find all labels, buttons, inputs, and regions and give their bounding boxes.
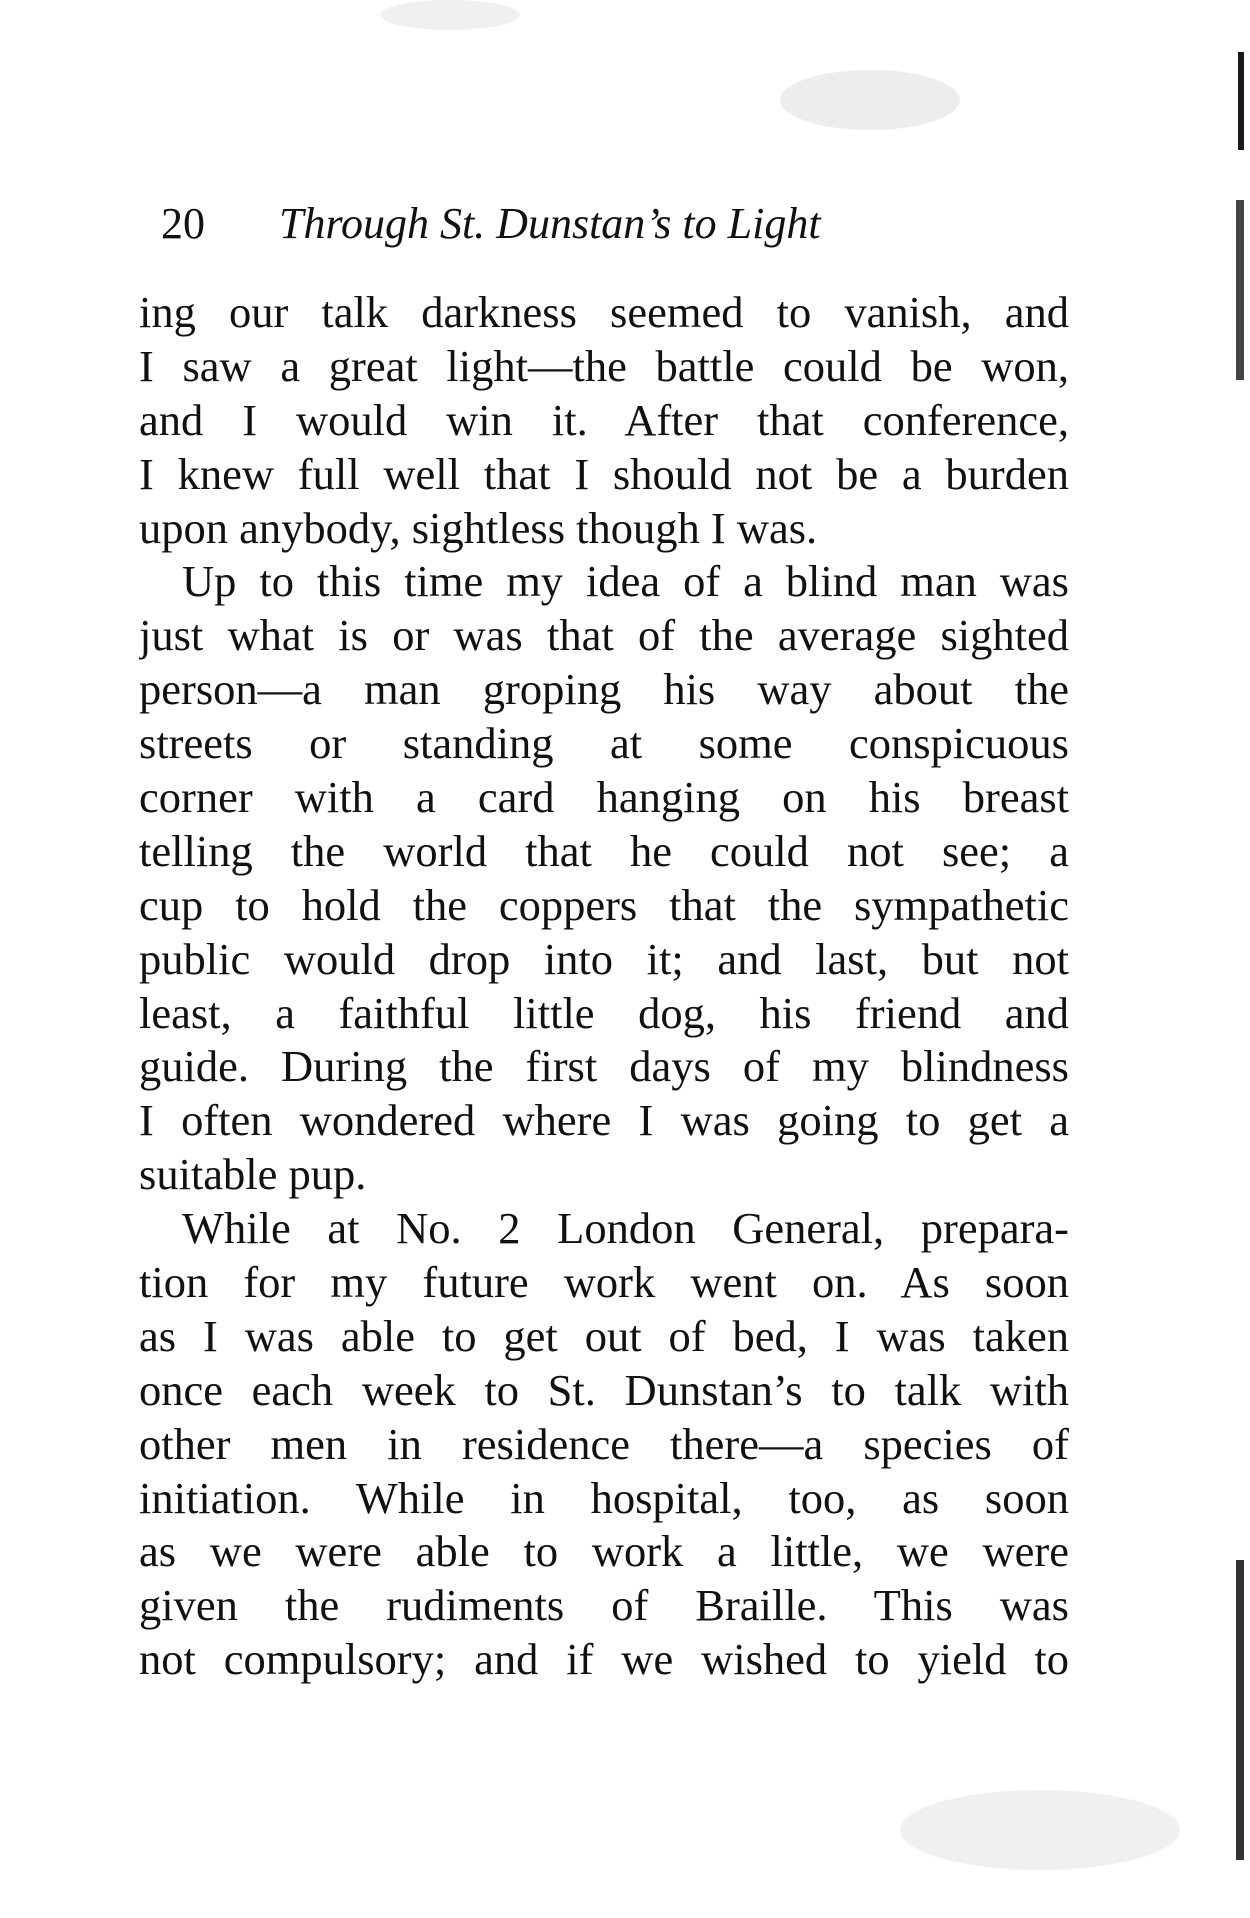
text-line: upon anybody, sightless though I was. bbox=[139, 502, 818, 553]
scan-noise bbox=[780, 70, 960, 130]
text-line: tion for my future work went on. As soon bbox=[139, 1257, 1069, 1308]
paragraph bbox=[139, 286, 1069, 555]
page-number: 20 bbox=[161, 199, 205, 248]
scan-noise bbox=[900, 1790, 1180, 1870]
running-head bbox=[161, 194, 1061, 254]
text-line: cup to hold the coppers that the sympathetic bbox=[139, 879, 1069, 930]
text-line: I saw a great light—the battle could be won, bbox=[139, 340, 1069, 391]
text-line: guide. During the first days of my blindness bbox=[139, 1041, 1069, 1092]
scan-noise bbox=[380, 0, 520, 30]
text-line: suitable pup. bbox=[139, 1149, 367, 1200]
paragraph bbox=[139, 1202, 1069, 1687]
text-line: While at No. 2 London General, prepara- bbox=[182, 1203, 1069, 1254]
text-line: I often wondered where I was going to get a bbox=[139, 1095, 1069, 1146]
text-line: other men in residence there—a species of bbox=[139, 1418, 1069, 1469]
text-line: corner with a card hanging on his breast bbox=[139, 772, 1069, 823]
text-line: once each week to St. Dunstan’s to talk with bbox=[139, 1364, 1069, 1415]
text-line: as I was able to get out of bed, I was taken bbox=[139, 1310, 1069, 1361]
text-line: just what is or was that of the average sighted bbox=[139, 610, 1069, 661]
text-line: initiation. While in hospital, too, as soon bbox=[139, 1472, 1069, 1523]
scan-edge-mark bbox=[1238, 52, 1244, 150]
text-line: streets or standing at some conspicuous bbox=[139, 718, 1069, 769]
running-title: Through St. Dunstan’s to Light bbox=[279, 199, 821, 248]
text-line: given the rudiments of Braille. This was bbox=[139, 1580, 1069, 1631]
body-text bbox=[139, 286, 1069, 1687]
scan-edge-mark bbox=[1236, 1560, 1244, 1860]
text-line: public would drop into it; and last, but not bbox=[139, 933, 1069, 984]
text-line: person—a man groping his way about the bbox=[139, 664, 1069, 715]
text-line: I knew full well that I should not be a burden bbox=[139, 448, 1069, 499]
text-line: and I would win it. After that conference, bbox=[139, 394, 1069, 445]
text-line: ing our talk darkness seemed to vanish, and bbox=[139, 287, 1069, 337]
text-line: least, a faithful little dog, his friend and bbox=[139, 987, 1069, 1038]
text-line: not compulsory; and if we wished to yield to bbox=[139, 1634, 1069, 1685]
text-line: Up to this time my idea of a blind man was bbox=[182, 556, 1069, 607]
paragraph bbox=[139, 555, 1069, 1202]
text-line: telling the world that he could not see; a bbox=[139, 825, 1069, 876]
text-line: as we were able to work a little, we were bbox=[139, 1526, 1069, 1577]
scan-edge-mark bbox=[1236, 200, 1244, 380]
